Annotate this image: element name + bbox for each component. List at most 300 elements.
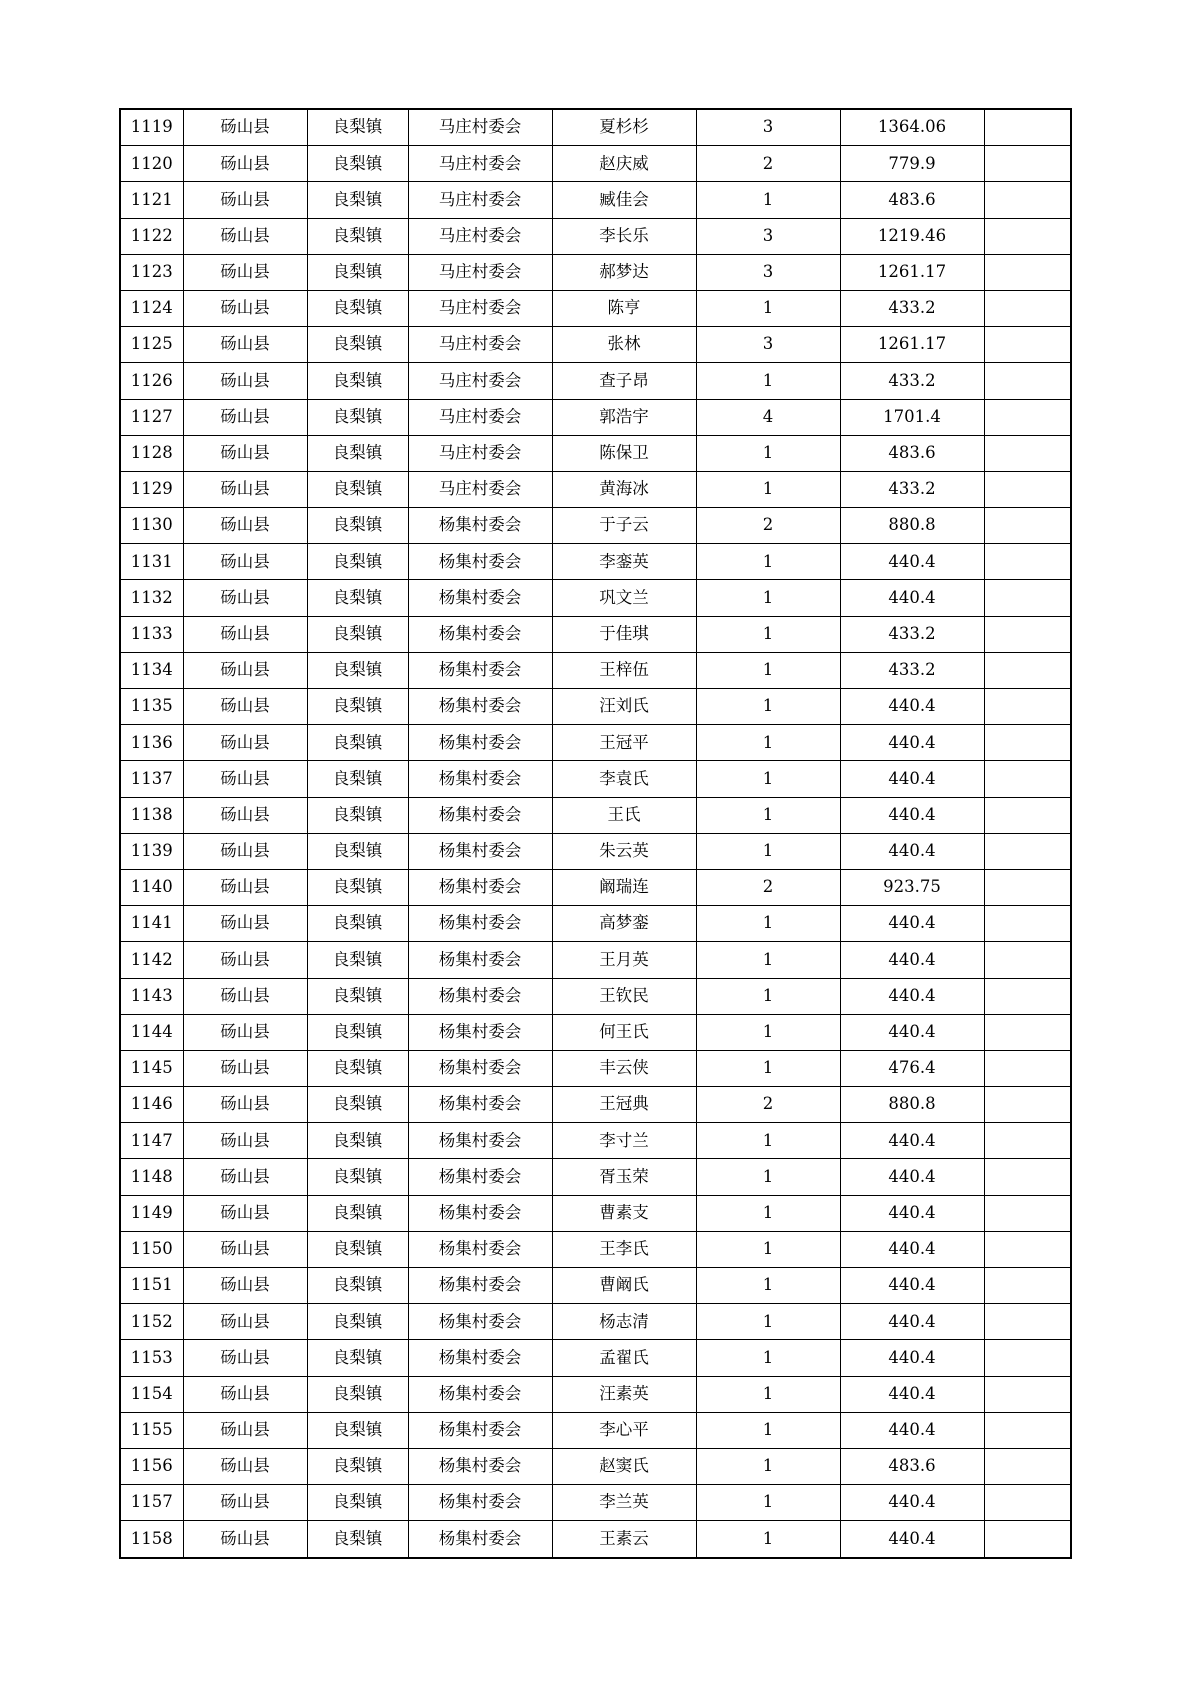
cell-serial-number: 1125	[120, 327, 183, 363]
cell-note	[984, 833, 1071, 869]
cell-amount: 1219.46	[840, 218, 984, 254]
cell-town: 良梨镇	[307, 906, 408, 942]
cell-village-committee: 杨集村委会	[408, 580, 552, 616]
cell-town: 良梨镇	[307, 797, 408, 833]
cell-note	[984, 580, 1071, 616]
cell-note	[984, 1485, 1071, 1521]
cell-amount: 1261.17	[840, 327, 984, 363]
cell-note	[984, 327, 1071, 363]
cell-serial-number: 1145	[120, 1050, 183, 1086]
cell-amount: 440.4	[840, 833, 984, 869]
cell-note	[984, 1087, 1071, 1123]
table-row	[120, 1268, 1071, 1304]
cell-household-count: 1	[696, 1014, 840, 1050]
cell-note	[984, 869, 1071, 905]
cell-person-name: 李心平	[552, 1412, 696, 1448]
cell-county: 砀山县	[183, 399, 307, 435]
table-row	[120, 1448, 1071, 1484]
cell-household-count: 1	[696, 689, 840, 725]
cell-village-committee: 杨集村委会	[408, 869, 552, 905]
cell-county: 砀山县	[183, 1376, 307, 1412]
table-row	[120, 327, 1071, 363]
cell-village-committee: 杨集村委会	[408, 689, 552, 725]
cell-amount: 440.4	[840, 544, 984, 580]
cell-serial-number: 1142	[120, 942, 183, 978]
cell-village-committee: 马庄村委会	[408, 218, 552, 254]
cell-serial-number: 1139	[120, 833, 183, 869]
cell-town: 良梨镇	[307, 109, 408, 146]
cell-amount: 440.4	[840, 1014, 984, 1050]
cell-serial-number: 1138	[120, 797, 183, 833]
cell-amount: 440.4	[840, 1268, 984, 1304]
cell-amount: 779.9	[840, 146, 984, 182]
cell-note	[984, 471, 1071, 507]
cell-county: 砀山县	[183, 942, 307, 978]
cell-serial-number: 1133	[120, 616, 183, 652]
cell-village-committee: 杨集村委会	[408, 1448, 552, 1484]
cell-amount: 440.4	[840, 1485, 984, 1521]
cell-household-count: 1	[696, 363, 840, 399]
cell-village-committee: 杨集村委会	[408, 1521, 552, 1558]
cell-amount: 433.2	[840, 652, 984, 688]
cell-town: 良梨镇	[307, 833, 408, 869]
cell-county: 砀山县	[183, 146, 307, 182]
table-row	[120, 290, 1071, 326]
cell-note	[984, 1340, 1071, 1376]
table-row	[120, 689, 1071, 725]
cell-county: 砀山县	[183, 544, 307, 580]
table-row	[120, 1412, 1071, 1448]
cell-county: 砀山县	[183, 1014, 307, 1050]
cell-county: 砀山县	[183, 327, 307, 363]
cell-town: 良梨镇	[307, 254, 408, 290]
cell-note	[984, 109, 1071, 146]
cell-household-count: 1	[696, 1050, 840, 1086]
cell-serial-number: 1127	[120, 399, 183, 435]
cell-amount: 440.4	[840, 1521, 984, 1558]
cell-county: 砀山县	[183, 580, 307, 616]
cell-village-committee: 杨集村委会	[408, 1014, 552, 1050]
cell-village-committee: 杨集村委会	[408, 508, 552, 544]
cell-county: 砀山县	[183, 290, 307, 326]
cell-county: 砀山县	[183, 363, 307, 399]
cell-village-committee: 杨集村委会	[408, 1485, 552, 1521]
table-row	[120, 1304, 1071, 1340]
table-row	[120, 1376, 1071, 1412]
cell-town: 良梨镇	[307, 652, 408, 688]
cell-note	[984, 906, 1071, 942]
cell-note	[984, 1376, 1071, 1412]
cell-serial-number: 1153	[120, 1340, 183, 1376]
cell-town: 良梨镇	[307, 725, 408, 761]
cell-county: 砀山县	[183, 1521, 307, 1558]
cell-amount: 440.4	[840, 1123, 984, 1159]
cell-note	[984, 689, 1071, 725]
cell-serial-number: 1122	[120, 218, 183, 254]
cell-note	[984, 146, 1071, 182]
records-table	[119, 108, 1072, 1559]
cell-town: 良梨镇	[307, 508, 408, 544]
table-row	[120, 508, 1071, 544]
cell-amount: 440.4	[840, 580, 984, 616]
table-row	[120, 254, 1071, 290]
cell-person-name: 王氏	[552, 797, 696, 833]
cell-person-name: 王钦民	[552, 978, 696, 1014]
cell-serial-number: 1146	[120, 1087, 183, 1123]
cell-serial-number: 1155	[120, 1412, 183, 1448]
cell-person-name: 臧佳会	[552, 182, 696, 218]
cell-village-committee: 马庄村委会	[408, 254, 552, 290]
cell-town: 良梨镇	[307, 399, 408, 435]
cell-person-name: 王冠平	[552, 725, 696, 761]
cell-note	[984, 254, 1071, 290]
cell-village-committee: 杨集村委会	[408, 1231, 552, 1267]
cell-county: 砀山县	[183, 869, 307, 905]
cell-town: 良梨镇	[307, 290, 408, 326]
cell-county: 砀山县	[183, 1304, 307, 1340]
cell-town: 良梨镇	[307, 761, 408, 797]
cell-person-name: 巩文兰	[552, 580, 696, 616]
cell-note	[984, 363, 1071, 399]
cell-town: 良梨镇	[307, 1448, 408, 1484]
cell-note	[984, 1159, 1071, 1195]
cell-household-count: 1	[696, 1448, 840, 1484]
cell-amount: 476.4	[840, 1050, 984, 1086]
cell-village-committee: 杨集村委会	[408, 1304, 552, 1340]
cell-serial-number: 1136	[120, 725, 183, 761]
cell-note	[984, 978, 1071, 1014]
table-row	[120, 833, 1071, 869]
cell-household-count: 2	[696, 869, 840, 905]
cell-household-count: 1	[696, 833, 840, 869]
cell-village-committee: 马庄村委会	[408, 182, 552, 218]
cell-amount: 440.4	[840, 1340, 984, 1376]
cell-county: 砀山县	[183, 508, 307, 544]
cell-household-count: 1	[696, 182, 840, 218]
cell-household-count: 2	[696, 146, 840, 182]
cell-county: 砀山县	[183, 1340, 307, 1376]
cell-person-name: 李寸兰	[552, 1123, 696, 1159]
cell-county: 砀山县	[183, 797, 307, 833]
cell-serial-number: 1148	[120, 1159, 183, 1195]
cell-town: 良梨镇	[307, 1412, 408, 1448]
table-row	[120, 1159, 1071, 1195]
cell-household-count: 3	[696, 109, 840, 146]
cell-note	[984, 761, 1071, 797]
cell-amount: 880.8	[840, 1087, 984, 1123]
cell-person-name: 赵窦氏	[552, 1448, 696, 1484]
cell-town: 良梨镇	[307, 1087, 408, 1123]
cell-serial-number: 1134	[120, 652, 183, 688]
cell-county: 砀山县	[183, 1231, 307, 1267]
table-row	[120, 978, 1071, 1014]
cell-amount: 483.6	[840, 435, 984, 471]
cell-village-committee: 杨集村委会	[408, 1268, 552, 1304]
cell-household-count: 1	[696, 797, 840, 833]
cell-amount: 440.4	[840, 689, 984, 725]
table-row	[120, 218, 1071, 254]
cell-county: 砀山县	[183, 1268, 307, 1304]
table-row	[120, 580, 1071, 616]
cell-household-count: 1	[696, 1412, 840, 1448]
cell-town: 良梨镇	[307, 1123, 408, 1159]
table-row	[120, 1014, 1071, 1050]
cell-town: 良梨镇	[307, 1268, 408, 1304]
cell-village-committee: 杨集村委会	[408, 1340, 552, 1376]
cell-household-count: 1	[696, 1195, 840, 1231]
cell-amount: 483.6	[840, 182, 984, 218]
cell-person-name: 郭浩宇	[552, 399, 696, 435]
cell-person-name: 杨志清	[552, 1304, 696, 1340]
table-row	[120, 1087, 1071, 1123]
cell-county: 砀山县	[183, 1195, 307, 1231]
cell-note	[984, 1123, 1071, 1159]
cell-household-count: 1	[696, 1340, 840, 1376]
cell-person-name: 郝梦达	[552, 254, 696, 290]
cell-household-count: 1	[696, 906, 840, 942]
cell-serial-number: 1151	[120, 1268, 183, 1304]
table-row	[120, 797, 1071, 833]
cell-town: 良梨镇	[307, 1521, 408, 1558]
cell-village-committee: 杨集村委会	[408, 725, 552, 761]
cell-person-name: 李长乐	[552, 218, 696, 254]
cell-person-name: 王梓伍	[552, 652, 696, 688]
cell-village-committee: 杨集村委会	[408, 1412, 552, 1448]
cell-note	[984, 1448, 1071, 1484]
cell-household-count: 1	[696, 978, 840, 1014]
cell-village-committee: 马庄村委会	[408, 435, 552, 471]
cell-village-committee: 杨集村委会	[408, 544, 552, 580]
cell-village-committee: 杨集村委会	[408, 1195, 552, 1231]
cell-town: 良梨镇	[307, 869, 408, 905]
cell-person-name: 查子昂	[552, 363, 696, 399]
cell-household-count: 1	[696, 652, 840, 688]
table-row	[120, 182, 1071, 218]
cell-town: 良梨镇	[307, 327, 408, 363]
cell-note	[984, 652, 1071, 688]
cell-person-name: 王素云	[552, 1521, 696, 1558]
cell-person-name: 阚瑞连	[552, 869, 696, 905]
cell-county: 砀山县	[183, 1485, 307, 1521]
table-row	[120, 1123, 1071, 1159]
cell-person-name: 王李氏	[552, 1231, 696, 1267]
cell-household-count: 4	[696, 399, 840, 435]
cell-village-committee: 杨集村委会	[408, 906, 552, 942]
table-row	[120, 1340, 1071, 1376]
cell-amount: 440.4	[840, 725, 984, 761]
cell-village-committee: 马庄村委会	[408, 146, 552, 182]
cell-household-count: 3	[696, 327, 840, 363]
cell-person-name: 于佳琪	[552, 616, 696, 652]
cell-town: 良梨镇	[307, 1159, 408, 1195]
cell-serial-number: 1119	[120, 109, 183, 146]
cell-amount: 1364.06	[840, 109, 984, 146]
cell-county: 砀山县	[183, 1123, 307, 1159]
cell-serial-number: 1128	[120, 435, 183, 471]
cell-village-committee: 马庄村委会	[408, 363, 552, 399]
table-row	[120, 652, 1071, 688]
cell-county: 砀山县	[183, 689, 307, 725]
cell-serial-number: 1140	[120, 869, 183, 905]
cell-household-count: 1	[696, 1304, 840, 1340]
cell-serial-number: 1130	[120, 508, 183, 544]
cell-note	[984, 218, 1071, 254]
cell-serial-number: 1124	[120, 290, 183, 326]
cell-amount: 440.4	[840, 1195, 984, 1231]
cell-town: 良梨镇	[307, 580, 408, 616]
cell-note	[984, 1050, 1071, 1086]
cell-note	[984, 942, 1071, 978]
cell-note	[984, 797, 1071, 833]
cell-note	[984, 399, 1071, 435]
cell-person-name: 赵庆威	[552, 146, 696, 182]
cell-serial-number: 1143	[120, 978, 183, 1014]
table-row	[120, 109, 1071, 146]
cell-county: 砀山县	[183, 725, 307, 761]
cell-person-name: 陈保卫	[552, 435, 696, 471]
cell-village-committee: 杨集村委会	[408, 761, 552, 797]
cell-county: 砀山县	[183, 1448, 307, 1484]
cell-person-name: 孟翟氏	[552, 1340, 696, 1376]
cell-county: 砀山县	[183, 182, 307, 218]
table-row	[120, 435, 1071, 471]
cell-serial-number: 1132	[120, 580, 183, 616]
cell-note	[984, 182, 1071, 218]
cell-person-name: 夏杉杉	[552, 109, 696, 146]
cell-amount: 440.4	[840, 906, 984, 942]
table-row	[120, 544, 1071, 580]
cell-village-committee: 杨集村委会	[408, 1050, 552, 1086]
cell-amount: 440.4	[840, 1376, 984, 1412]
cell-household-count: 2	[696, 508, 840, 544]
cell-note	[984, 1521, 1071, 1558]
cell-household-count: 1	[696, 1231, 840, 1267]
cell-amount: 440.4	[840, 761, 984, 797]
cell-county: 砀山县	[183, 761, 307, 797]
cell-serial-number: 1156	[120, 1448, 183, 1484]
table-row	[120, 1231, 1071, 1267]
cell-town: 良梨镇	[307, 1231, 408, 1267]
cell-amount: 440.4	[840, 1231, 984, 1267]
cell-person-name: 李兰英	[552, 1485, 696, 1521]
table-row	[120, 942, 1071, 978]
cell-village-committee: 马庄村委会	[408, 327, 552, 363]
cell-town: 良梨镇	[307, 363, 408, 399]
cell-town: 良梨镇	[307, 218, 408, 254]
cell-person-name: 张林	[552, 327, 696, 363]
table-row	[120, 616, 1071, 652]
cell-town: 良梨镇	[307, 435, 408, 471]
cell-village-committee: 杨集村委会	[408, 652, 552, 688]
cell-town: 良梨镇	[307, 471, 408, 507]
cell-village-committee: 马庄村委会	[408, 471, 552, 507]
cell-note	[984, 1231, 1071, 1267]
cell-amount: 440.4	[840, 978, 984, 1014]
cell-household-count: 1	[696, 1123, 840, 1159]
cell-note	[984, 1014, 1071, 1050]
cell-town: 良梨镇	[307, 1195, 408, 1231]
cell-amount: 483.6	[840, 1448, 984, 1484]
cell-serial-number: 1126	[120, 363, 183, 399]
cell-amount: 440.4	[840, 1159, 984, 1195]
cell-household-count: 3	[696, 254, 840, 290]
cell-household-count: 2	[696, 1087, 840, 1123]
cell-village-committee: 杨集村委会	[408, 978, 552, 1014]
cell-county: 砀山县	[183, 1087, 307, 1123]
cell-person-name: 胥玉荣	[552, 1159, 696, 1195]
cell-note	[984, 435, 1071, 471]
cell-amount: 880.8	[840, 508, 984, 544]
table-row	[120, 1485, 1071, 1521]
cell-amount: 440.4	[840, 1412, 984, 1448]
cell-amount: 433.2	[840, 471, 984, 507]
cell-household-count: 1	[696, 1159, 840, 1195]
cell-person-name: 朱云英	[552, 833, 696, 869]
cell-county: 砀山县	[183, 254, 307, 290]
cell-county: 砀山县	[183, 652, 307, 688]
cell-serial-number: 1121	[120, 182, 183, 218]
cell-county: 砀山县	[183, 833, 307, 869]
cell-note	[984, 1195, 1071, 1231]
cell-town: 良梨镇	[307, 1050, 408, 1086]
cell-county: 砀山县	[183, 435, 307, 471]
cell-serial-number: 1154	[120, 1376, 183, 1412]
cell-village-committee: 杨集村委会	[408, 1159, 552, 1195]
cell-amount: 433.2	[840, 616, 984, 652]
cell-county: 砀山县	[183, 978, 307, 1014]
cell-town: 良梨镇	[307, 1304, 408, 1340]
cell-village-committee: 杨集村委会	[408, 616, 552, 652]
cell-person-name: 汪刘氏	[552, 689, 696, 725]
cell-county: 砀山县	[183, 218, 307, 254]
cell-serial-number: 1157	[120, 1485, 183, 1521]
cell-village-committee: 杨集村委会	[408, 1376, 552, 1412]
cell-town: 良梨镇	[307, 182, 408, 218]
cell-household-count: 1	[696, 1268, 840, 1304]
cell-serial-number: 1158	[120, 1521, 183, 1558]
cell-amount: 1701.4	[840, 399, 984, 435]
table-row	[120, 363, 1071, 399]
cell-amount: 923.75	[840, 869, 984, 905]
cell-household-count: 1	[696, 290, 840, 326]
cell-village-committee: 马庄村委会	[408, 109, 552, 146]
cell-person-name: 王月英	[552, 942, 696, 978]
cell-serial-number: 1147	[120, 1123, 183, 1159]
cell-note	[984, 508, 1071, 544]
table-row	[120, 869, 1071, 905]
cell-serial-number: 1137	[120, 761, 183, 797]
table-row	[120, 1195, 1071, 1231]
cell-amount: 1261.17	[840, 254, 984, 290]
cell-county: 砀山县	[183, 1412, 307, 1448]
cell-person-name: 高梦銮	[552, 906, 696, 942]
cell-person-name: 李袁氏	[552, 761, 696, 797]
cell-household-count: 1	[696, 1485, 840, 1521]
cell-serial-number: 1135	[120, 689, 183, 725]
cell-town: 良梨镇	[307, 978, 408, 1014]
cell-county: 砀山县	[183, 471, 307, 507]
cell-person-name: 丰云侠	[552, 1050, 696, 1086]
table-row	[120, 399, 1071, 435]
cell-serial-number: 1152	[120, 1304, 183, 1340]
table-row	[120, 725, 1071, 761]
cell-person-name: 黄海冰	[552, 471, 696, 507]
table-row	[120, 761, 1071, 797]
cell-note	[984, 544, 1071, 580]
cell-county: 砀山县	[183, 906, 307, 942]
cell-person-name: 于子云	[552, 508, 696, 544]
cell-village-committee: 马庄村委会	[408, 290, 552, 326]
